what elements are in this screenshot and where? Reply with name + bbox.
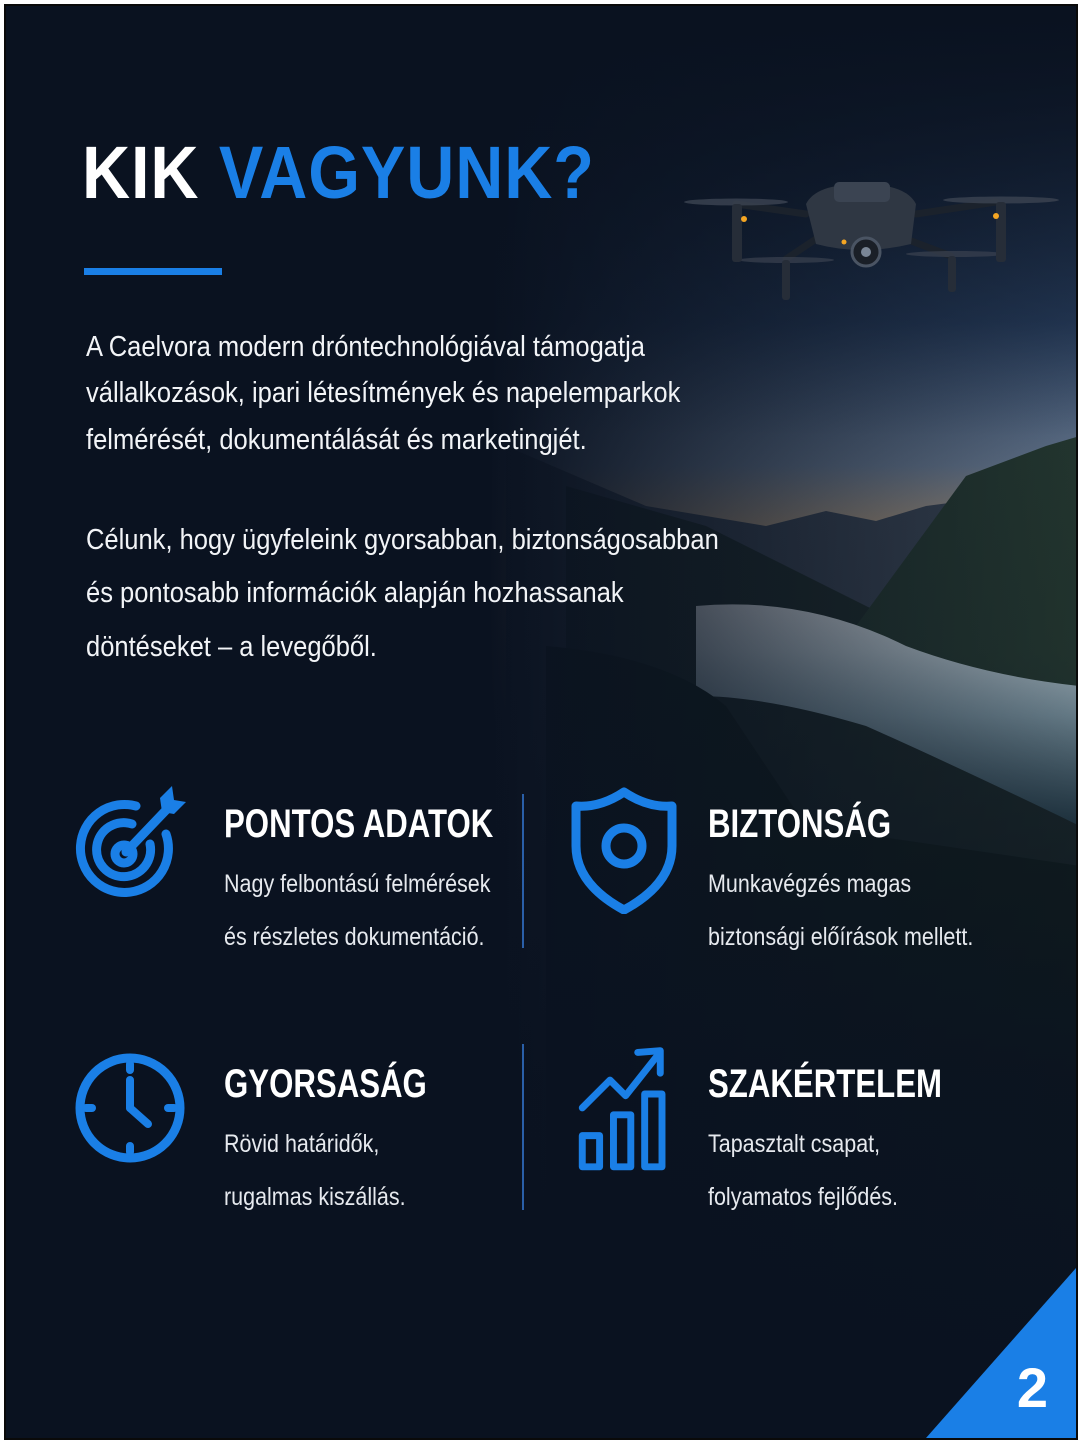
shield-icon (568, 784, 680, 914)
page-frame (4, 4, 1078, 1440)
feature-title-expertise: SZAKÉRTELEM (708, 1062, 942, 1106)
title-underline (84, 268, 222, 275)
page-title (82, 131, 595, 214)
drone-icon (666, 174, 1076, 304)
feature-title-accuracy: PONTOS ADATOK (224, 802, 494, 846)
intro-paragraph-1: A Caelvora modern dróntechnológiával támogatja vállalkozások, ipari létesítmények és napelemparkok felmérését, dokumentálását és marketingjét. (86, 331, 681, 456)
feature-desc-accuracy: Nagy felbontású felmérések és részletes dokumentáció. (224, 870, 491, 951)
feature-desc-expertise: Tapasztalt csapat, folyamatos fejlődés. (708, 1130, 899, 1211)
clock-icon (74, 1042, 186, 1172)
target-icon (74, 784, 186, 914)
feature-desc-safety: Munkavégzés magas biztonsági előírások mellett. (708, 870, 974, 951)
feature-divider-top (522, 794, 524, 948)
intro-paragraph-2: Célunk, hogy ügyfeleink gyorsabban, biztonságosabban és pontosabb információk alapján hozhassanak döntéseket – a levegőből. (86, 524, 719, 663)
page-corner-triangle (926, 1268, 1076, 1438)
feature-title-safety: BIZTONSÁG (708, 802, 892, 846)
growth-chart-icon (568, 1042, 678, 1172)
feature-title-speed: GYORSASÁG (224, 1062, 427, 1106)
title-word-blue: VAGYUNK? (218, 131, 595, 214)
feature-divider-bottom (522, 1044, 524, 1210)
feature-desc-speed: Rövid határidők, rugalmas kiszállás. (224, 1130, 406, 1211)
title-word-white: KIK (82, 131, 200, 214)
page-number: 2 (1016, 1356, 1048, 1419)
